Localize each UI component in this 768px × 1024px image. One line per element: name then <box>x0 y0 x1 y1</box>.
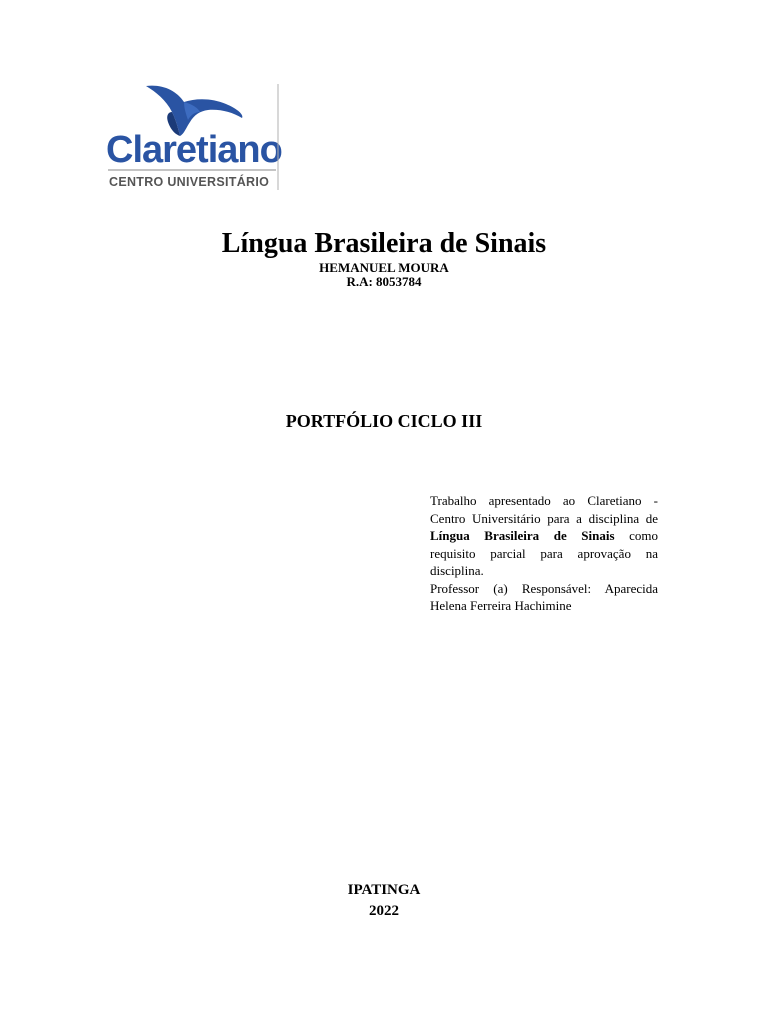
student-ra: R.A: 8053784 <box>346 274 422 289</box>
claretiano-logo <box>104 82 282 192</box>
description-purpose: como requisito parcial para aprovação na disciplina. <box>430 528 658 578</box>
footer-city: IPATINGA <box>347 882 421 898</box>
work-description <box>430 492 658 615</box>
description-intro: Trabalho apresentado ao Claretiano - Centro Universitário para a disciplina de <box>430 493 658 526</box>
footer-year: 2022 <box>369 903 399 919</box>
professor-line: Professor (a) Responsável: Aparecida Helena Ferreira Hachimine <box>430 580 658 613</box>
author-name: HEMANUEL MOURA <box>319 260 449 275</box>
portfolio-heading: PORTFÓLIO CICLO III <box>285 411 483 431</box>
logo-wordmark: Claretiano <box>106 129 282 171</box>
description-subject: Língua Brasileira de Sinais <box>430 528 615 543</box>
description-paragraph <box>430 492 658 580</box>
logo-subtitle: CENTRO UNIVERSITÁRIO <box>109 175 270 189</box>
document-title: Língua Brasileira de Sinais <box>221 228 547 259</box>
